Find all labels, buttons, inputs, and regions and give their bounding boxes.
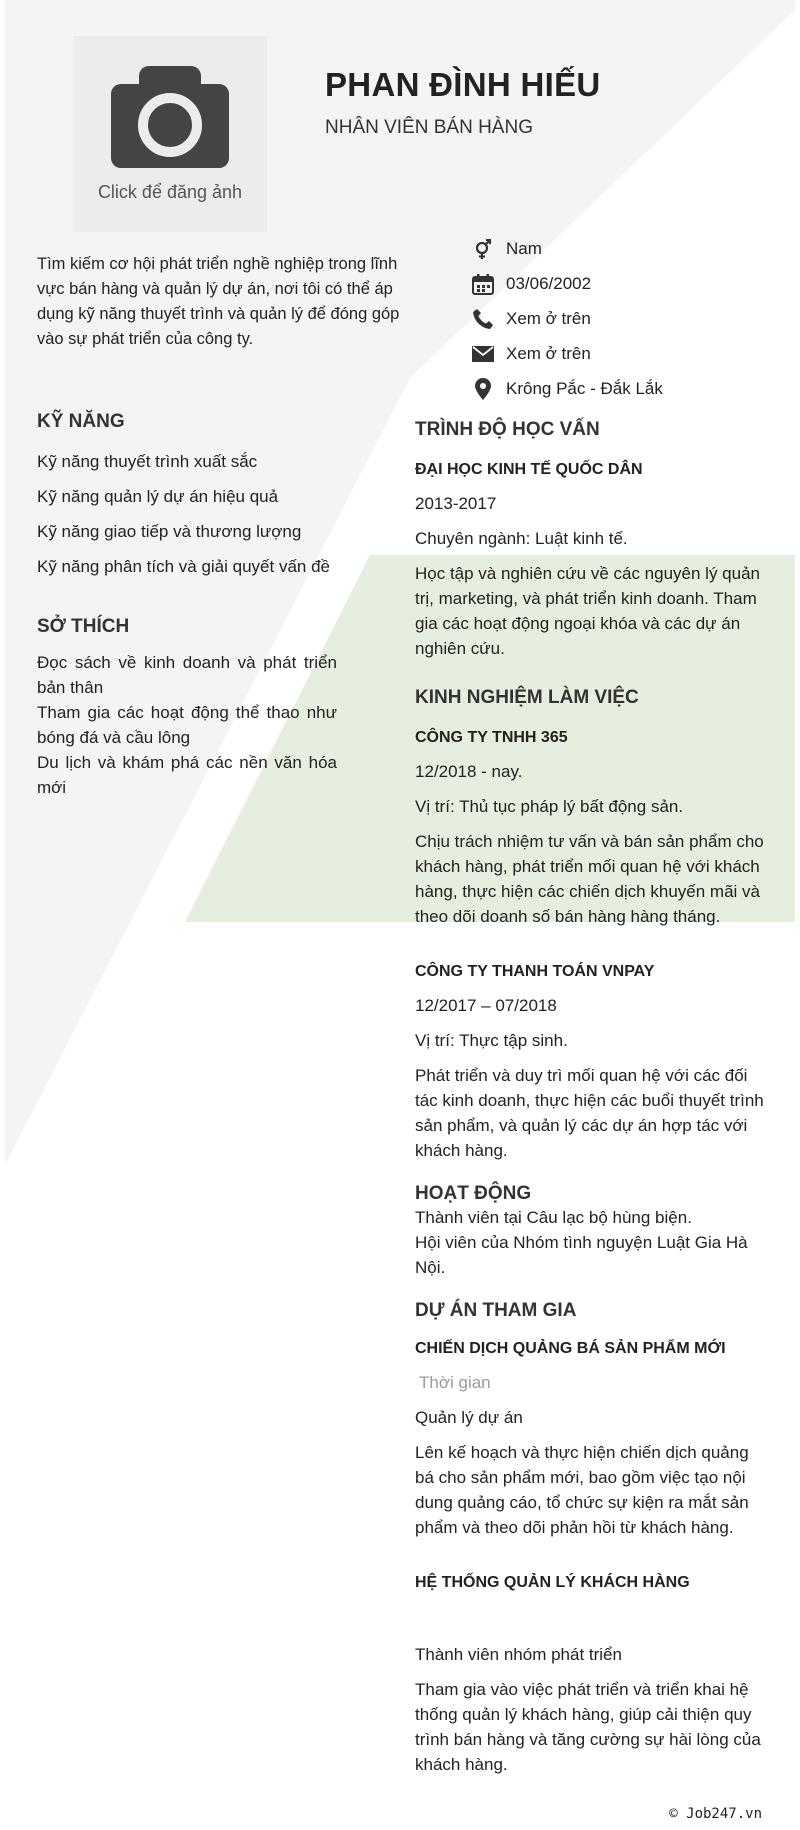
contact-email-text: Xem ở trên (506, 343, 591, 363)
education-heading: TRÌNH ĐỘ HỌC VẤN (415, 419, 600, 440)
right-column (415, 419, 770, 1777)
location-pin-icon (472, 378, 494, 400)
gender-icon (472, 238, 494, 260)
project-role: Thành viên nhóm phát triển (415, 1645, 622, 1664)
calendar-icon (472, 273, 494, 295)
education-school: ĐẠI HỌC KINH TẾ QUỐC DÂN (415, 461, 643, 478)
email-icon (472, 343, 494, 365)
skill-item: Kỹ năng thuyết trình xuất sắc (37, 452, 258, 471)
job-period: 12/2017 – 07/2018 (415, 996, 557, 1015)
project-name: HỆ THỐNG QUẢN LÝ KHÁCH HÀNG (415, 1574, 690, 1591)
job-position: Vị trí: Thủ tục pháp lý bất động sản. (415, 797, 684, 816)
hobby-item: Tham gia các hoạt động thể thao như bóng đá và cầu lông (37, 703, 337, 747)
contact-gender (472, 231, 663, 266)
hobbies-heading: SỞ THÍCH (37, 616, 130, 637)
skills-list (37, 449, 377, 589)
footer-credit: © Job247.vn (669, 1806, 762, 1822)
project-role: Quản lý dự án (415, 1408, 523, 1427)
contact-address-text: Krông Pắc - Đắk Lắk (506, 378, 663, 398)
contact-gender-text: Nam (506, 238, 542, 258)
education-description: Học tập và nghiên cứu về các nguyên lý quản trị, marketing, và phát triển kinh doanh. Tham gia các hoạt động ngoại khóa và các dự án nghiên cứu. (415, 564, 760, 658)
job-title: NHÂN VIÊN BÁN HÀNG (325, 117, 533, 138)
project-description: Lên kế hoạch và thực hiện chiến dịch quảng bá cho sản phẩm mới, bao gồm việc tạo nội dung quảng cáo, tổ chức sự kiện ra mắt sản phẩm và theo dõi phản hồi từ khách hàng. (415, 1443, 749, 1537)
contact-birthday-text: 03/06/2002 (506, 273, 592, 293)
phone-icon (472, 308, 494, 330)
contact-address (472, 371, 663, 406)
camera-icon (111, 66, 229, 168)
job-position: Vị trí: Thực tập sinh. (415, 1031, 568, 1050)
hobby-item: Đọc sách về kinh doanh và phát triển bản thân (37, 653, 337, 697)
education-major: Chuyên ngành: Luật kinh tế. (415, 529, 628, 548)
contact-phone (472, 301, 663, 336)
hobby-item: Du lịch và khám phá các nền văn hóa mới (37, 753, 337, 797)
skill-item: Kỹ năng giao tiếp và thương lượng (37, 522, 302, 541)
activity-line: Thành viên tại Câu lạc bộ hùng biện. (415, 1208, 692, 1227)
project-name: CHIẾN DỊCH QUẢNG BÁ SẢN PHẨM MỚI (415, 1340, 726, 1357)
activity-line: Hội viên của Nhóm tình nguyện Luật Gia Hà Nội. (415, 1233, 748, 1277)
job-description: Chịu trách nhiệm tư vấn và bán sản phẩm cho khách hàng, phát triển mối quan hệ với khách hàng, thực hiện các chiến dịch khuyến mãi và theo dõi doanh số bán hàng hàng tháng. (415, 832, 764, 926)
experience-heading: KINH NGHIỆM LÀM VIỆC (415, 687, 639, 708)
contact-info (472, 231, 663, 406)
education-period: 2013-2017 (415, 494, 497, 513)
photo-upload[interactable] (73, 36, 267, 232)
contact-birthday (472, 266, 663, 301)
job-description: Phát triển và duy trì mối quan hệ với các đối tác kinh doanh, thực hiện các buổi thuyết trình sản phẩm, và quản lý các dự án hợp tác với khách hàng. (415, 1066, 764, 1160)
hobbies-list (37, 650, 337, 800)
career-objective: Tìm kiếm cơ hội phát triển nghề nghiệp trong lĩnh vực bán hàng và quản lý dự án, nơi tôi có thể áp dụng kỹ năng thuyết trình và quản lý để đóng góp vào sự phát triển của công ty. (37, 255, 400, 348)
job-company: CÔNG TY TNHH 365 (415, 729, 568, 746)
project-description: Tham gia vào việc phát triển và triển khai hệ thống quản lý khách hàng, giúp cải thiện quy trình bán hàng và tăng cường sự hài lòng của khách hàng. (415, 1680, 761, 1774)
candidate-name: PHAN ĐÌNH HIẾU (325, 66, 601, 103)
contact-phone-text: Xem ở trên (506, 308, 591, 328)
projects-heading: DỰ ÁN THAM GIA (415, 1300, 577, 1321)
skill-item: Kỹ năng phân tích và giải quyết vấn đề (37, 557, 330, 576)
project-time-placeholder: Thời gian (419, 1373, 491, 1392)
job-company: CÔNG TY THANH TOÁN VNPAY (415, 963, 655, 980)
job-period: 12/2018 - nay. (415, 762, 523, 781)
skill-item: Kỹ năng quản lý dự án hiệu quả (37, 487, 279, 506)
photo-caption: Click để đăng ảnh (97, 182, 243, 202)
contact-email (472, 336, 663, 371)
skills-heading: KỸ NĂNG (37, 411, 125, 432)
activities-heading: HOẠT ĐỘNG (415, 1183, 532, 1204)
